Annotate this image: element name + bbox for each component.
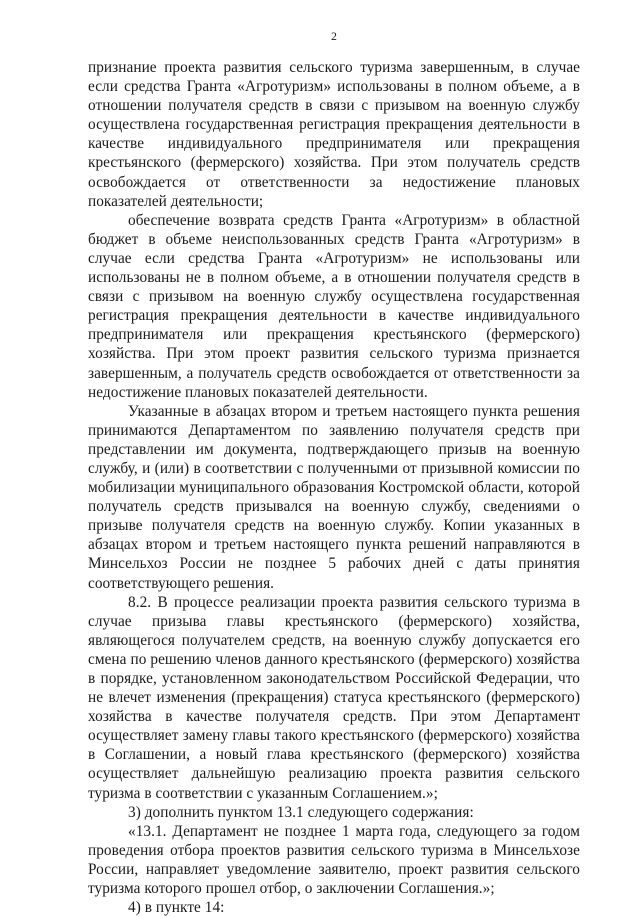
paragraph-item-3: 3) дополнить пунктом 13.1 следующего содержания: — [128, 803, 474, 821]
paragraph-decisions: Указанные в абзацах втором и третьем настоящего пункта решения принимаются Департаментом по заявлению получателя средств при представлении им документа, подтверждающего призыв на военную службу, и (или) в соответствии с полученными от призывной комиссии по мобилизации муниципального образования Костромской области, которой получатель средств призывался на военную службу, сведениями о призыве получателя средств на военную службу. Копии указанных в абзацах втором и третьем настоящего пункта решений направляются в Минсельхоз России не позднее 5 рабочих дней с даты принятия соответствующего решения. — [88, 402, 580, 592]
paragraph-8-2: 8.2. В процессе реализации проекта развития сельского туризма в случае призыва главы крестьянского (фермерского) хозяйства, являющегося получателем средств, на военную службу допускается его смена по решению членов данного крестьянского (фермерского) хозяйства в порядке, установленном законодательством Российской Федерации, что не влечет изменения (прекращения) статуса крестьянского (фермерского) хозяйства в качестве получателя средств. При этом Департамент осуществляет замену главы такого крестьянского (фермерского) хозяйства в Соглашении, а новый глава крестьянского (фермерского) хозяйства осуществляет дальнейшую реализацию проекта развития сельского туризма в соответствии с указанным Соглашением.»; — [88, 593, 580, 802]
page-number: 2 — [331, 31, 337, 43]
paragraph-13-1: «13.1. Департамент не позднее 1 марта года, следующего за годом проведения отбора проектов развития сельского туризма в Минсельхозе России, направляет уведомление заявителю, проект развития сельского туризма которого прошел отбор, о заключении Соглашения.»; — [88, 822, 580, 898]
paragraph-recognition-completed: признание проекта развития сельского туризма завершенным, в случае если средства Гранта «Агротуризм» использованы в полном объеме, а в отношении получателя средств в связи с призывом на военную службу осуществлена государственная регистрация прекращения деятельности в качестве индивидуального предпринимателя или прекращения крестьянского (фермерского) хозяйства. При этом получатель средств освобождается от ответственности за недостижение плановых показателей деятельности; — [88, 59, 580, 210]
paragraph-return-funds: обеспечение возврата средств Гранта «Агротуризм» в областной бюджет в объеме неиспользованных средств Гранта «Агротуризм» в случае если средства Гранта «Агротуризм» не использованы или использованы не в полном объеме, а в отношении получателя средств в связи с призывом на военную службу осуществлена государственная регистрация прекращения деятельности в качестве индивидуального предпринимателя или прекращения крестьянского (фермерского) хозяйства. При этом проект развития сельского туризма признается завершенным, а получатель средств освобождается от ответственности за недостижение плановых показателей деятельности. — [88, 211, 580, 401]
paragraph-item-4: 4) в пункте 14: — [128, 899, 225, 917]
